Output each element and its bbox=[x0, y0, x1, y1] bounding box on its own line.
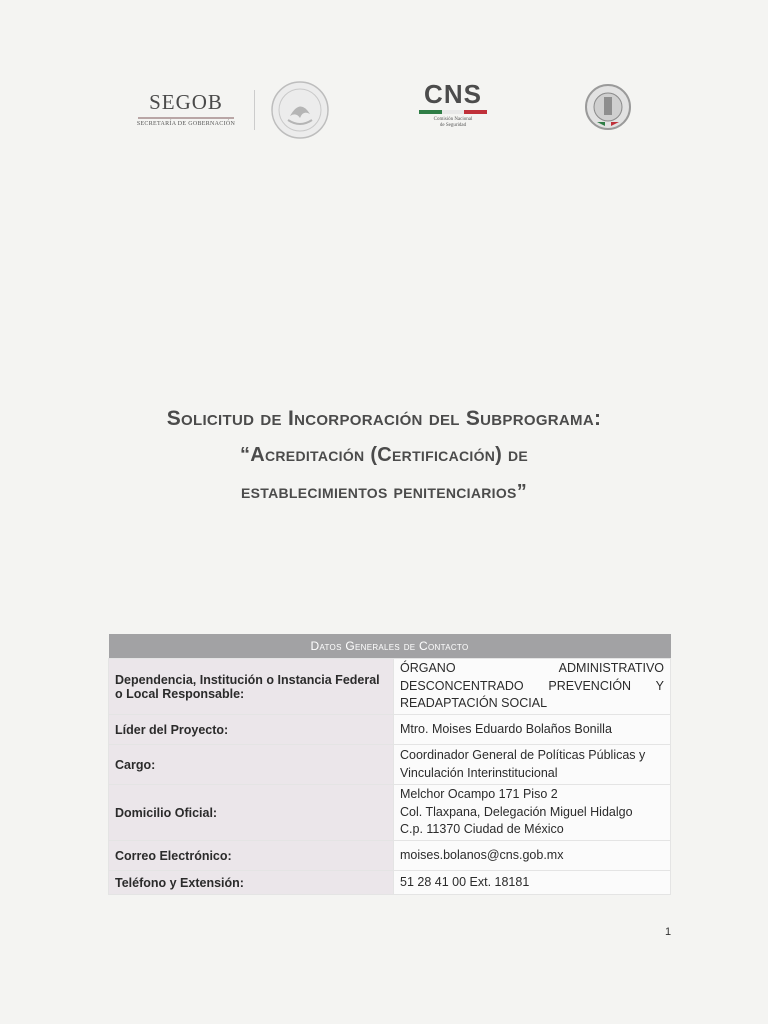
cns-color-bar bbox=[419, 110, 487, 114]
table-row bbox=[109, 745, 671, 785]
title-line-3: establecimientos penitenciarios” bbox=[241, 481, 527, 503]
row-label-telefono: Teléfono y Extensión: bbox=[109, 871, 394, 895]
table-row bbox=[109, 659, 671, 715]
mexican-coat-of-arms-icon bbox=[270, 80, 330, 140]
table-row bbox=[109, 715, 671, 745]
row-value-cargo: Coordinador General de Políticas Públicas y Vinculación Interinstitucional bbox=[394, 745, 671, 785]
row-value-domicilio: Melchor Ocampo 171 Piso 2 Col. Tlaxpana, Delegación Miguel Hidalgo C.p. 11370 Ciudad de México bbox=[394, 785, 671, 841]
table-row bbox=[109, 785, 671, 841]
cns-subtitle-1: Comisión Nacional bbox=[433, 117, 473, 122]
title-line-1: Solicitud de Incorporación del Subprograma: bbox=[166, 407, 602, 430]
header-logos bbox=[0, 78, 768, 148]
segob-rule bbox=[138, 117, 234, 119]
prevention-emblem-icon bbox=[583, 82, 633, 132]
table-row bbox=[109, 841, 671, 871]
row-value-dependencia: ÓRGANO ADMINISTRATIVO DESCONCENTRADO PREVENCIÓN Y READAPTACIÓN SOCIAL bbox=[394, 659, 671, 715]
row-label-domicilio: Domicilio Oficial: bbox=[109, 785, 394, 841]
row-label-correo: Correo Electrónico: bbox=[109, 841, 394, 871]
contact-table-header-row bbox=[109, 634, 671, 659]
segob-subtitle: SECRETARÍA DE GOBERNACIÓN bbox=[136, 121, 236, 127]
row-label-cargo: Cargo: bbox=[109, 745, 394, 785]
row-value-telefono: 51 28 41 00 Ext. 18181 bbox=[394, 871, 671, 895]
contact-table bbox=[108, 634, 671, 895]
title-line-2: “Acreditación (Certificación) de bbox=[239, 444, 529, 466]
row-value-lider: Mtro. Moises Eduardo Bolaños Bonilla bbox=[394, 715, 671, 745]
table-row bbox=[109, 871, 671, 895]
cns-subtitle-2: de Seguridad bbox=[439, 123, 467, 128]
segob-logo bbox=[130, 90, 242, 127]
row-label-dependencia: Dependencia, Institución o Instancia Federal o Local Responsable: bbox=[109, 659, 394, 715]
segob-wordmark: SEGOB bbox=[149, 90, 223, 114]
page-number: 1 bbox=[665, 926, 672, 938]
document-title bbox=[60, 400, 708, 511]
contact-table-header: Datos Generales de Contacto bbox=[109, 634, 671, 659]
logo-divider bbox=[254, 90, 255, 130]
cns-wordmark: CNS bbox=[424, 79, 482, 109]
row-label-lider: Líder del Proyecto: bbox=[109, 715, 394, 745]
cns-logo bbox=[413, 80, 493, 129]
row-value-correo: moises.bolanos@cns.gob.mx bbox=[394, 841, 671, 871]
